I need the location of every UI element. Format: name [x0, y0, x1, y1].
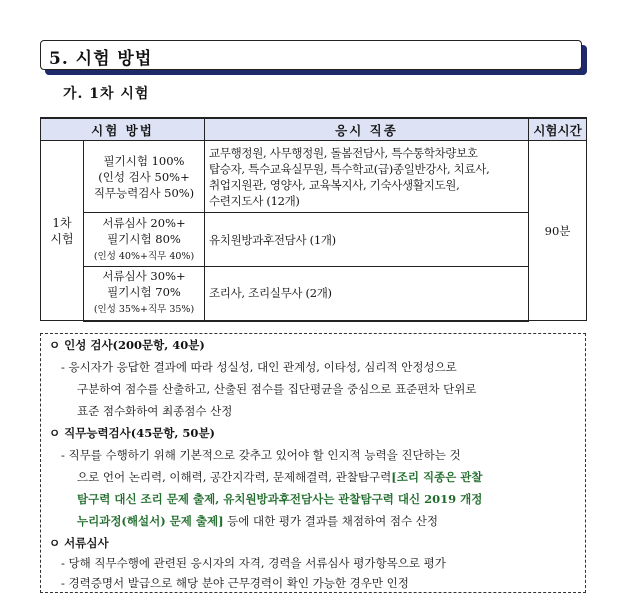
table-row	[41, 141, 587, 213]
section-header-box	[40, 40, 582, 70]
note-line: - 경력증명서 발급으로 해당 분야 근무경력이 확인 가능한 경우만 인정	[61, 576, 409, 590]
method-line: 필기시험 80%	[107, 231, 181, 246]
method-line: (인성 검사 50%+	[98, 169, 190, 184]
row-label-line1: 1차	[52, 215, 72, 230]
header-time: 시험시간	[529, 118, 587, 141]
note-line: - 응시자가 응답한 결과에 따라 성실성, 대인 관계성, 이타성, 심리적 안정성으로	[61, 360, 457, 374]
jobs-line: 수련지도사 (12개)	[209, 193, 300, 208]
method-line: 필기시험 70%	[107, 285, 181, 300]
method-cell	[84, 141, 205, 213]
header-jobs: 응시 직종	[205, 118, 529, 141]
note-highlight: 탐구력 대신 조리 문제 출제, 유치원방과후전담사는 관찰탐구력 대신 2019 개정	[77, 492, 483, 506]
note-text: 등에 대한 평가 결과를 채점하여 점수 산정	[223, 514, 438, 528]
note-heading-aptitude: ㅇ 직무능력검사(45문항, 50분)	[49, 426, 215, 440]
table-row	[41, 267, 587, 321]
note-line	[77, 468, 483, 487]
note-heading-document-review: ㅇ 서류심사	[49, 536, 109, 550]
method-line: 서류심사 20%+	[102, 215, 186, 230]
method-line: 직무능력검사 50%)	[93, 185, 195, 200]
jobs-line: 탑승자, 특수교육실무원, 특수학교(급)종일반강사, 치료사,	[209, 161, 490, 176]
row-label-cell	[41, 141, 84, 321]
note-highlight: [조리 직종은 관찰	[391, 470, 483, 484]
table-header-row	[41, 118, 587, 141]
subsection-title: 가. 1차 시험	[63, 86, 150, 102]
jobs-cell: 조리사, 조리실무사 (2개)	[205, 267, 529, 321]
exam-method-table	[40, 117, 587, 322]
jobs-cell	[205, 141, 529, 213]
note-line: 표준 점수화하여 최종점수 산정	[77, 404, 233, 418]
method-line: 서류심사 30%+	[102, 269, 186, 284]
row-label-line2: 시험	[50, 231, 74, 246]
header-method: 시험 방법	[41, 118, 205, 141]
method-line: (인성 35%+직무 35%)	[93, 304, 195, 316]
time-cell: 90분	[529, 141, 587, 321]
note-line: - 직무를 수행하기 위해 기본적으로 갖추고 있어야 할 인지적 능력을 진단하는 것	[61, 448, 461, 462]
section-title: 5. 시험 방법	[49, 49, 153, 69]
jobs-line: 취업지원관, 영양사, 교육복지사, 기숙사생활지도원,	[209, 177, 460, 192]
note-highlight: 누리과정(해설서) 문제 출제]	[77, 514, 224, 528]
method-cell	[84, 213, 205, 267]
table-row	[41, 213, 587, 267]
method-line: (인성 40%+직무 40%)	[93, 250, 195, 262]
note-heading-personality: ㅇ 인성 검사(200문항, 40분)	[49, 338, 205, 352]
note-line: - 당해 직무수행에 관련된 응시자의 자격, 경력을 서류심사 평가항목으로 평가	[61, 556, 446, 570]
notes-box	[40, 333, 586, 593]
note-text: 으로 언어 논리력, 이해력, 공간지각력, 문제해결력, 관찰탐구력	[77, 470, 392, 484]
note-line: 구분하여 점수를 산출하고, 산출된 점수를 집단평균을 중심으로 표준편차 단위로	[77, 382, 477, 396]
jobs-cell: 유치원방과후전담사 (1개)	[205, 213, 529, 267]
jobs-line: 교무행정원, 사무행정원, 돌봄전담사, 특수통학차량보호	[209, 145, 478, 160]
note-line	[77, 512, 438, 531]
method-line: 필기시험 100%	[103, 153, 185, 168]
method-cell	[84, 267, 205, 321]
